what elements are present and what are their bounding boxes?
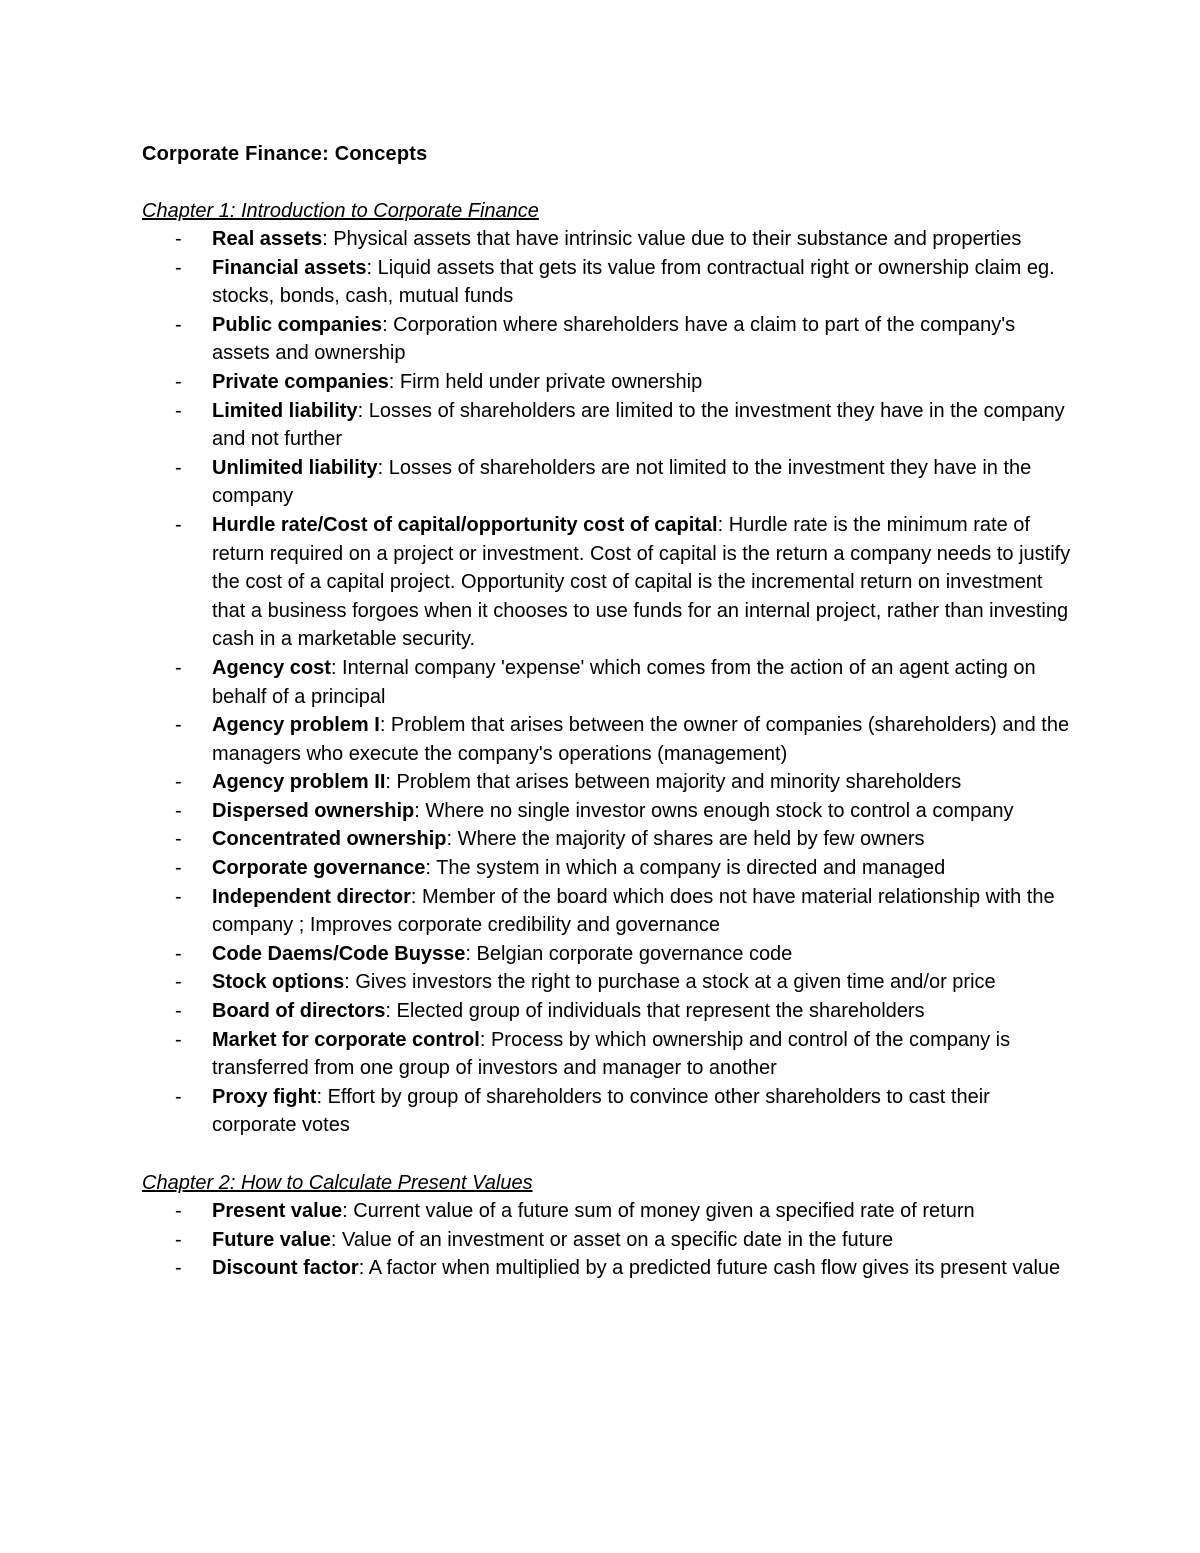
chapter-heading: Chapter 1: Introduction to Corporate Finance: [142, 200, 539, 222]
term-label: Agency cost: [212, 656, 331, 679]
term-label: Present value: [212, 1200, 343, 1222]
term-label: Private companies: [212, 370, 389, 393]
list-item: [142, 311, 1072, 368]
term-definition: : Gives investors the right to purchase a stock at a given time and/or price: [344, 971, 996, 994]
bullet-dash: -: [175, 513, 182, 536]
term-list: [142, 1197, 1072, 1283]
term-definition: : Firm held under private ownership: [388, 370, 703, 393]
term-label: Future value: [212, 1228, 331, 1251]
bullet-dash: -: [175, 1000, 182, 1023]
term-definition: : Where the majority of shares are held by few owners: [446, 828, 925, 851]
list-item: [142, 825, 1072, 854]
term-definition: : Value of an investment or asset on a specific date in the future: [330, 1228, 894, 1251]
term-definition: : Liquid assets that gets its value from contractual right or ownership claim eg. stocks, bonds, cash, mutual funds: [212, 256, 1055, 308]
term-label: Board of directors: [212, 1000, 386, 1023]
term-definition: : Elected group of individuals that represent the shareholders: [385, 1000, 925, 1023]
term-label: Financial assets: [212, 256, 367, 279]
bullet-dash: -: [175, 828, 182, 851]
term-definition: : Physical assets that have intrinsic value due to their substance and properties: [322, 228, 1022, 250]
bullet-dash: -: [175, 971, 182, 994]
term-label: Proxy fight: [212, 1085, 317, 1108]
list-item: [142, 225, 1072, 254]
term-definition: : Losses of shareholders are limited to the investment they have in the company and not further: [212, 399, 1065, 451]
list-item: [142, 997, 1072, 1026]
bullet-dash: -: [175, 799, 182, 822]
bullet-dash: -: [175, 1200, 182, 1222]
chapter-1: [142, 197, 1072, 1140]
bullet-dash: -: [175, 228, 182, 250]
term-definition: : A factor when multiplied by a predicted future cash flow gives its present value: [358, 1257, 1061, 1280]
list-item: [142, 711, 1072, 768]
document-page: [142, 140, 1072, 1312]
term-definition: : Corporation where shareholders have a claim to part of the company's assets and ownership: [212, 313, 1016, 365]
bullet-dash: -: [175, 1085, 182, 1108]
bullet-dash: -: [175, 313, 182, 336]
term-label: Real assets: [212, 228, 323, 250]
term-label: Stock options: [212, 971, 345, 994]
term-definition: : Member of the board which does not have material relationship with the company ; Improves corporate credibility and governance: [212, 885, 1055, 937]
term-definition: : Internal company 'expense' which comes from the action of an agent acting on behalf of a principal: [212, 656, 1036, 708]
list-item: [142, 254, 1072, 311]
document-title: Corporate Finance: Concepts: [142, 143, 428, 165]
list-item: [142, 883, 1072, 940]
bullet-dash: -: [175, 1028, 182, 1051]
term-definition: : Hurdle rate is the minimum rate of return required on a project or investment. Cost of capital is the return a company needs to justify the cost of a capital project. Opportunity cost of capital is the incremental return on investment that a business forgoes when it chooses to use funds for an internal project, rather than investing cash in a marketable security.: [212, 513, 1071, 651]
bullet-dash: -: [175, 399, 182, 422]
term-label: Public companies: [212, 313, 383, 336]
list-item: [142, 1254, 1072, 1283]
list-item: [142, 768, 1072, 797]
term-label: Code Daems/Code Buysse: [212, 942, 466, 965]
bullet-dash: -: [175, 942, 182, 965]
term-label: Unlimited liability: [212, 456, 378, 479]
term-definition: : Current value of a future sum of money given a specified rate of return: [342, 1200, 975, 1222]
term-definition: : Effort by group of shareholders to convince other shareholders to cast their corporate votes: [212, 1085, 990, 1137]
term-list: [142, 225, 1072, 1140]
term-label: Independent director: [212, 885, 411, 908]
bullet-dash: -: [175, 456, 182, 479]
term-definition: : Belgian corporate governance code: [465, 942, 793, 965]
list-item: [142, 368, 1072, 397]
chapter-2: [142, 1169, 1072, 1283]
term-label: Dispersed ownership: [212, 799, 415, 822]
term-label: Agency problem II: [212, 771, 386, 794]
list-item: [142, 1197, 1072, 1226]
term-label: Corporate governance: [212, 857, 426, 880]
list-item: [142, 511, 1072, 654]
term-label: Agency problem I: [212, 714, 380, 737]
bullet-dash: -: [175, 1257, 182, 1280]
list-item: [142, 940, 1072, 969]
list-item: [142, 854, 1072, 883]
bullet-dash: -: [175, 714, 182, 737]
term-label: Discount factor: [212, 1257, 359, 1280]
bullet-dash: -: [175, 656, 182, 679]
term-label: Limited liability: [212, 399, 358, 422]
bullet-dash: -: [175, 771, 182, 794]
bullet-dash: -: [175, 256, 182, 279]
list-item: [142, 968, 1072, 997]
list-item: [142, 1083, 1072, 1140]
term-label: Market for corporate control: [212, 1028, 480, 1051]
list-item: [142, 1226, 1072, 1255]
term-definition: : Where no single investor owns enough stock to control a company: [414, 799, 1014, 822]
bullet-dash: -: [175, 1228, 182, 1251]
list-item: [142, 654, 1072, 711]
term-label: Hurdle rate/Cost of capital/opportunity cost of capital: [212, 513, 718, 536]
bullet-dash: -: [175, 370, 182, 393]
term-definition: : Process by which ownership and control of the company is transferred from one group of investors and manager to another: [212, 1028, 1011, 1080]
term-definition: : Problem that arises between majority and minority shareholders: [385, 771, 962, 794]
term-definition: : Losses of shareholders are not limited to the investment they have in the company: [212, 456, 1032, 508]
term-label: Concentrated ownership: [212, 828, 447, 851]
bullet-dash: -: [175, 885, 182, 908]
bullet-dash: -: [175, 857, 182, 880]
list-item: [142, 454, 1072, 511]
chapter-heading: Chapter 2: How to Calculate Present Values: [142, 1172, 533, 1194]
term-definition: : Problem that arises between the owner of companies (shareholders) and the managers who execute the company's operations (management): [212, 714, 1070, 765]
term-definition: : The system in which a company is directed and managed: [425, 857, 946, 880]
list-item: [142, 797, 1072, 826]
list-item: [142, 1026, 1072, 1083]
list-item: [142, 397, 1072, 454]
